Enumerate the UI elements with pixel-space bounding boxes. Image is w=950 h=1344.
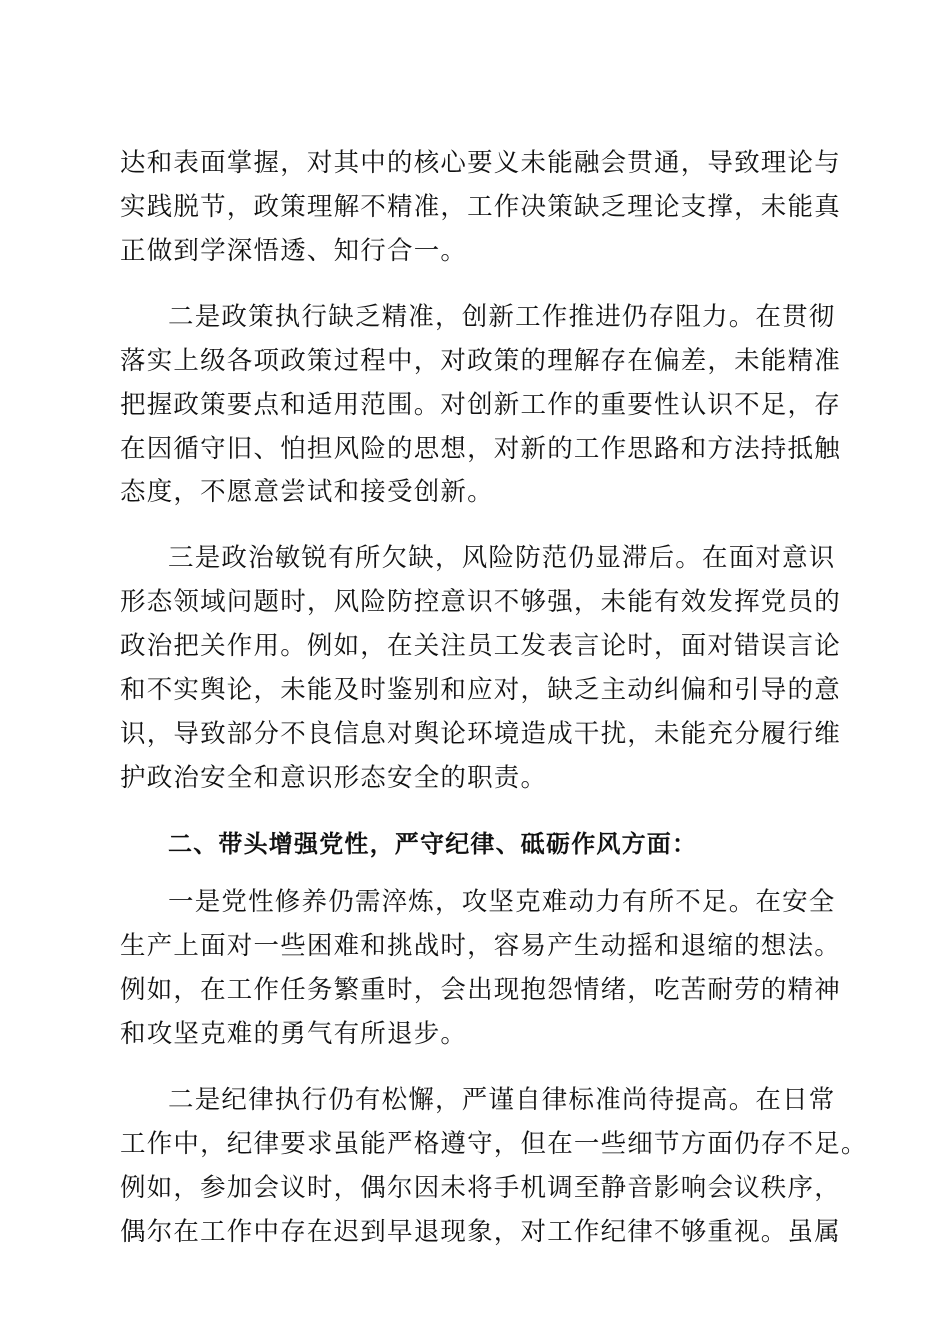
text-line: 在因循守旧、怕担风险的思想，对新的工作思路和方法持抵触 — [120, 434, 841, 464]
paragraph-heading-line: 一是党性修养仍需淬炼，攻坚克难动力有所不足。在安全 — [168, 887, 836, 917]
text-line: 把握政策要点和适用范围。对创新工作的重要性认识不足，存 — [120, 390, 841, 420]
text-line: 例如，参加会议时，偶尔因未将手机调至静音影响会议秩序， — [120, 1173, 841, 1203]
paragraph-heading-line: 二是纪律执行仍有松懈，严谨自律标准尚待提高。在日常 — [168, 1085, 836, 1115]
text-line: 和不实舆论，未能及时鉴别和应对，缺乏主动纠偏和引导的意 — [120, 675, 841, 705]
text-line: 态度，不愿意尝试和接受创新。 — [120, 477, 494, 507]
text-line: 偶尔在工作中存在迟到早退现象，对工作纪律不够重视。虽属 — [120, 1217, 841, 1247]
text-line: 护政治安全和意识形态安全的职责。 — [120, 763, 548, 793]
text-line: 生产上面对一些困难和挑战时，容易产生动摇和退缩的想法。 — [120, 931, 841, 961]
paragraph-heading-line: 三是政治敏锐有所欠缺，风险防范仍显滞后。在面对意识 — [168, 543, 836, 573]
text-line: 落实上级各项政策过程中，对政策的理解存在偏差，未能精准 — [120, 346, 841, 376]
text-line: 例如，在工作任务繁重时，会出现抱怨情绪，吃苦耐劳的精神 — [120, 975, 841, 1005]
text-line: 识，导致部分不良信息对舆论环境造成干扰，未能充分履行维 — [120, 719, 841, 749]
text-line: 和攻坚克难的勇气有所退步。 — [120, 1019, 468, 1049]
section-heading: 二、带头增强党性，严守纪律、砥砺作风方面： — [168, 830, 698, 858]
text-line: 形态领域问题时，风险防控意识不够强，未能有效发挥党员的 — [120, 587, 841, 617]
text-line: 工作中，纪律要求虽能严格遵守，但在一些细节方面仍存不足。 — [120, 1129, 868, 1159]
text-line: 正做到学深悟透、知行合一。 — [120, 236, 468, 266]
text-line: 达和表面掌握，对其中的核心要义未能融会贯通，导致理论与 — [120, 148, 841, 178]
text-line: 实践脱节，政策理解不精准，工作决策缺乏理论支撑，未能真 — [120, 192, 841, 222]
paragraph-heading-line: 二是政策执行缺乏精准，创新工作推进仍存阻力。在贯彻 — [168, 302, 836, 332]
text-line: 政治把关作用。例如，在关注员工发表言论时，面对错误言论 — [120, 631, 841, 661]
